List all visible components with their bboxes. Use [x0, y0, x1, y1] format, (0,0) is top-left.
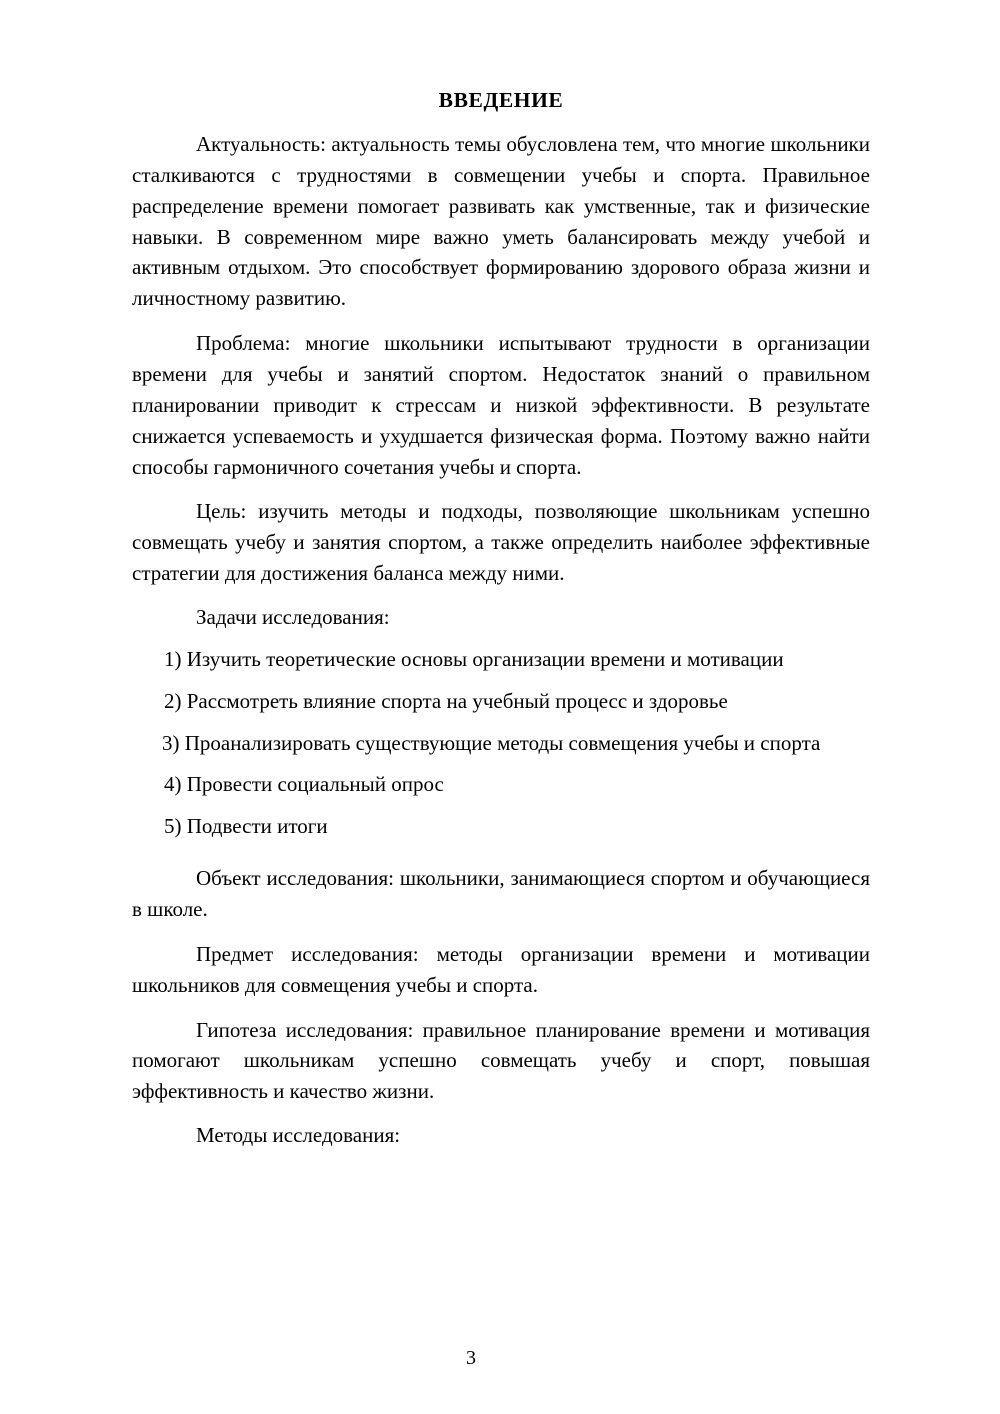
paragraph-problem: Проблема: многие школьники испытывают трудности в организации времени для учебы и занятий спортом. Недостаток знаний о правильном планировании приводит к стрессам и низкой эффективности. В результате снижается успеваемость и ухудшается физическая форма. Поэтому важно найти способы гармоничного сочетания учебы и спорта.	[132, 331, 870, 479]
spacer	[132, 1110, 928, 1120]
paragraph-subject: Предмет исследования: методы организации времени и мотивации школьников для совмещения учебы и спорта.	[132, 941, 870, 997]
spacer	[132, 853, 928, 863]
paragraph-hypothesis: Гипотеза исследования: правильное планирование времени и мотивация помогают школьникам успешно совмещать учебу и спорт, повышая эффективность и качество жизни.	[132, 1017, 870, 1104]
methods-heading: Методы исследования:	[196, 1123, 401, 1148]
list-item: 5) Подвести итоги	[164, 814, 328, 839]
spacer	[132, 592, 928, 602]
paragraph-object: Объект исследования: школьники, занимающиеся спортом и обучающиеся в школе.	[132, 866, 870, 922]
tasks-heading: Задачи исследования:	[196, 605, 390, 630]
paragraph-goal: Цель: изучить методы и подходы, позволяющие школьникам успешно совмещать учебу и занятия спортом, а также определить наиболее эффективные стратегии для достижения баланса между ними.	[132, 499, 870, 586]
page-title: ВВЕДЕНИЕ	[438, 88, 564, 112]
list-item: 3) Проанализировать существующие методы совмещения учебы и спорта	[162, 730, 821, 755]
spacer	[132, 634, 928, 644]
list-item: 1) Изучить теоретические основы организации времени и мотивации	[164, 646, 784, 671]
page-number: 3	[466, 1347, 476, 1369]
paragraph-relevance: Актуальность: актуальность темы обусловлена тем, что многие школьники сталкиваются с трудностями в совмещении учебы и спорта. Правильное распределение времени помогает развивать как умственные, так и физические навыки. В современном мире важно уметь балансировать между учебой и активным отдыхом. Это способствует формированию здорового образа жизни и личностному развитию.	[132, 132, 870, 311]
list-item: 4) Провести социальный опрос	[164, 772, 444, 797]
list-item: 2) Рассмотреть влияние спорта на учебный процесс и здоровье	[164, 688, 728, 713]
